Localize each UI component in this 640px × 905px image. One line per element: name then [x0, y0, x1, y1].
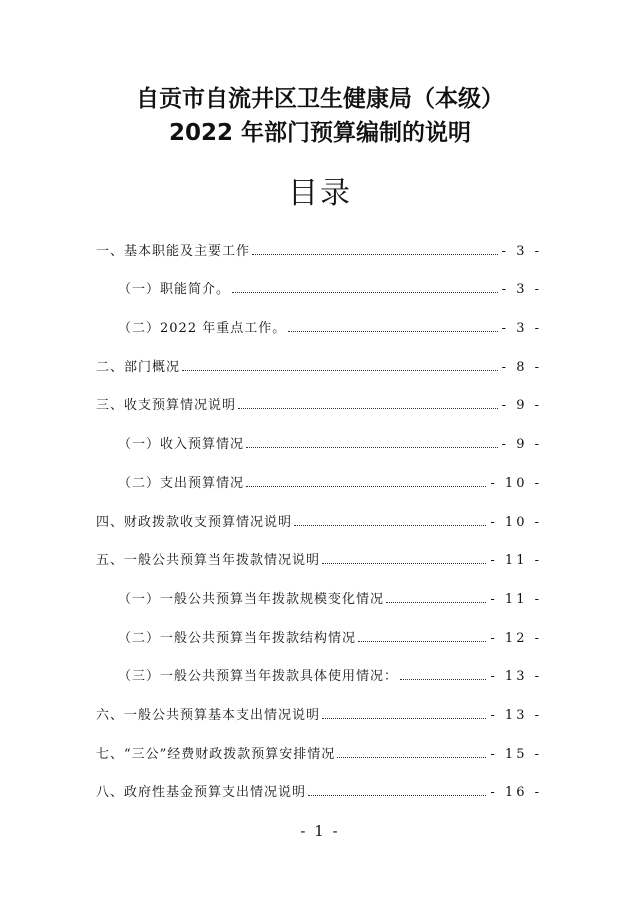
toc-entry-page: - 9 -: [501, 437, 542, 453]
page-number: - 1 -: [300, 822, 340, 840]
toc-leader-dots: [246, 447, 498, 448]
toc-entry-label: 一、基本职能及主要工作: [96, 243, 251, 259]
toc-entry-page: - 15 -: [490, 746, 542, 762]
toc-leader-dots: [386, 602, 486, 603]
toc-entry-label: 八、政府性基金预算支出情况说明: [96, 785, 307, 801]
toc-entry-page: - 10 -: [490, 475, 542, 491]
toc-entry[interactable]: [96, 648, 542, 687]
document-title-line-1: 自贡市自流井区卫生健康局（本级）: [136, 86, 504, 112]
toc-entry-page: - 13 -: [490, 669, 542, 685]
toc-entry[interactable]: [96, 686, 542, 725]
toc-entry-label: （二）一般公共预算当年拨款结构情况: [118, 630, 357, 646]
toc-entry-page: - 11 -: [490, 591, 542, 607]
toc-leader-dots: [322, 718, 486, 719]
toc-leader-dots: [252, 254, 498, 255]
toc-leader-dots: [294, 525, 486, 526]
toc-leader-dots: [246, 486, 486, 487]
toc-entry-label: 二、部门概况: [96, 359, 181, 375]
toc-leader-dots: [232, 292, 498, 293]
toc-entry-page: - 16 -: [490, 785, 542, 801]
toc-entry[interactable]: [96, 570, 542, 609]
toc-entry-page: - 8 -: [501, 359, 542, 375]
toc-entry[interactable]: [96, 415, 542, 454]
toc-entry-label: 五、一般公共预算当年拨款情况说明: [96, 553, 321, 569]
toc-leader-dots: [337, 757, 486, 758]
toc-leader-dots: [182, 370, 498, 371]
toc-entry-page: - 9 -: [501, 398, 542, 414]
toc-entry-label: 三、收支预算情况说明: [96, 398, 237, 414]
toc-entry[interactable]: [96, 338, 542, 377]
toc-entry-label: 四、财政拨款收支预算情况说明: [96, 514, 293, 530]
toc-entry-page: - 11 -: [490, 553, 542, 569]
toc-leader-dots: [308, 795, 486, 796]
toc-entry-label: 六、一般公共预算基本支出情况说明: [96, 707, 321, 723]
toc-entry[interactable]: [96, 299, 542, 338]
toc-entry-page: - 12 -: [490, 630, 542, 646]
toc-leader-dots: [400, 679, 486, 680]
toc-entry-label: 七、“三公”经费财政拨款预算安排情况: [96, 746, 336, 762]
toc-entry[interactable]: [96, 764, 542, 803]
toc-entry[interactable]: [96, 261, 542, 300]
toc-entry-label: （二）支出预算情况: [118, 475, 245, 491]
toc-entry-page: - 13 -: [490, 707, 542, 723]
toc-entry[interactable]: [96, 377, 542, 416]
toc-heading: 目录: [288, 176, 352, 211]
toc-entry[interactable]: [96, 609, 542, 648]
toc-leader-dots: [358, 641, 486, 642]
toc-entry-page: - 3 -: [501, 321, 542, 337]
toc-entry-label: （三）一般公共预算当年拨款具体使用情况：: [118, 669, 399, 685]
toc-entry[interactable]: [96, 454, 542, 493]
document-title-line-2: 2022 年部门预算编制的说明: [168, 120, 472, 146]
toc-entry-label: （一）职能简介。: [118, 282, 231, 298]
toc-entry[interactable]: [96, 532, 542, 571]
toc-entry-page: - 10 -: [490, 514, 542, 530]
toc-entry-label: （一）一般公共预算当年拨款规模变化情况: [118, 591, 385, 607]
toc-leader-dots: [288, 331, 497, 332]
toc-leader-dots: [322, 563, 486, 564]
toc-entry-page: - 3 -: [501, 243, 542, 259]
toc-leader-dots: [238, 408, 498, 409]
toc-entry[interactable]: [96, 493, 542, 532]
table-of-contents: [96, 222, 542, 802]
toc-entry-page: - 3 -: [501, 282, 542, 298]
toc-entry[interactable]: [96, 222, 542, 261]
toc-entry-label: （一）收入预算情况: [118, 437, 245, 453]
toc-entry[interactable]: [96, 725, 542, 764]
toc-entry-label: （二）2022 年重点工作。: [118, 321, 287, 337]
